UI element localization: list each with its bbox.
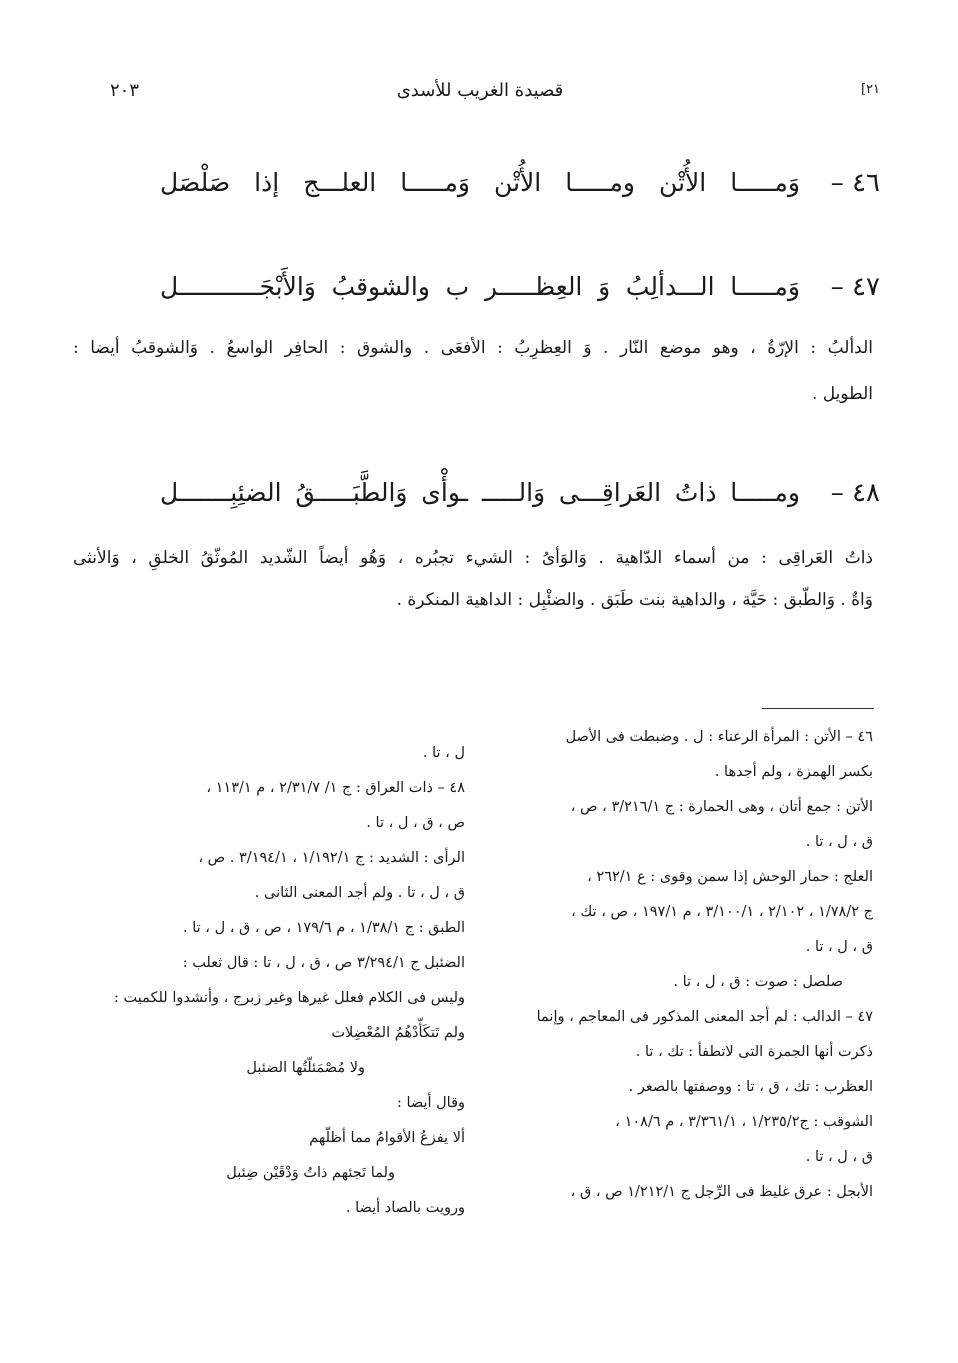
verse-text: وَمـــــا الـــدألِبُ وَ العِظـــــر ب والشوقبُ وَالأَبْجَـــــــــــل	[160, 272, 800, 301]
footnote-line: ٤٧ – الدالب : لم أجد المعنى المذكور فى المعاجم ، وإنما	[536, 1009, 873, 1025]
verse-46	[80, 168, 880, 208]
commentary-line: الطويل .	[811, 384, 873, 404]
page-number: ٢٠٣	[110, 80, 140, 101]
footnote-line: ق ، ل ، تا .	[805, 939, 873, 955]
footnote-line: وليس فى الكلام فعلل غيرها وغير زبرج ، وأنشدوا للكميت :	[114, 990, 465, 1006]
footnote-line: ق ، ل ، تا . ولم أجد المعنى الثانى .	[254, 885, 465, 901]
poem-line: ولا مُصْمَئلّتُها الضئبل	[246, 1060, 365, 1076]
verse-number: ٤٦ –	[830, 168, 880, 198]
commentary-line: وَاةٌ . وَالطّبق : حَيَّة ، والداهية بنت طَبَق . والضئْبِل : الداهية المنكرة .	[396, 590, 873, 610]
footnote-line: وقال أيضا :	[396, 1095, 465, 1111]
footnote-rule	[762, 708, 874, 709]
verse-text: وَمـــــا الأُتْن ومـــــا الأُتْن وَمـــــا العلـــج إذا صَلْصَل	[160, 168, 800, 197]
running-header	[80, 80, 880, 110]
footnote-line: العظرب : تك ، ق ، تا : ووصفتها بالصغر .	[628, 1079, 873, 1095]
commentary-47	[73, 330, 873, 412]
footnote-line: ورويت بالصاد أيضا .	[345, 1200, 465, 1216]
poem-line: ولما تَجئهم ذاتُ وَدْقَيْن ضِئبل	[226, 1165, 395, 1181]
footnote-line: ذكرت أنها الجمرة التى لاتطفأ : تك ، تا .	[635, 1044, 873, 1060]
commentary-line: الدألبُ : الإرّةُ ، وهو موضع النّار . وَ العِظرِبُ : الأفعَى . والشوق : الحافِر الواسعُ . وَالشوقبُ أيضا :	[73, 338, 873, 358]
footnote-line: الضئبل ج ٣/٢٩٤/١ ص ، ق ، ل ، تا : قال ثعلب :	[182, 955, 465, 971]
footnote-line: العلج : حمار الوحش إذا سمن وقوى : ع ٢٦٢/١ ،	[587, 869, 873, 885]
footnote-line: الرأى : الشديد : ج ١/١٩٢/١ ، ٣/١٩٤/١ . ص ،	[198, 850, 465, 866]
footnote-line: ق ، ل ، تا .	[805, 834, 873, 850]
footnote-line: الأتن : جمع أتان ، وهى الحمارة : ج ٣/٢١٦/١ ، ص ،	[570, 799, 873, 815]
footnote-line: ص ، ق ، ل ، تا .	[366, 815, 465, 831]
footnote-line: الشوقب : ج١/٢٣٥/٢ ، ٣/٣٦١/١ ، م ١٠٨/٦ ،	[615, 1114, 873, 1130]
footnote-line: بكسر الهمزة ، ولم أجدها .	[714, 764, 873, 780]
footnotes-left-column	[85, 736, 465, 1226]
commentary-48	[73, 540, 873, 618]
verse-48	[80, 478, 880, 518]
footnote-line: ٤٨ – ذات العراق : ج ١/ ٢/٣١/٧ ، م ١١٣/١ ،	[206, 780, 465, 796]
footnote-line: ج ١/٧٨/٢ ، ٢/١٠٢ ، ٣/١٠٠/١ ، م ١٩٧/١ ، ص ، تك ،	[571, 904, 873, 920]
commentary-line: ذاتُ العَراقِى : من أسماء الدّاهية . وَالوَأىُ : الشيء تجبُره ، وَهُو أيضاً الشّديد المُوثّقُ الخلقِ ، وَالأنثى	[73, 548, 873, 568]
poem-line: ألا يفزعُ الأقوامُ مما أظلّهم	[309, 1130, 465, 1146]
footnote-line: ل ، تا .	[422, 745, 465, 761]
footnotes-right-column	[493, 720, 873, 1210]
footnote-line: صلصل : صوت : ق ، ل ، تا .	[673, 974, 843, 990]
footnote-line: ٤٦ – الأتن : المرأة الرعناء : ل . وضبطت فى الأصل	[565, 729, 873, 745]
footnote-line: الأبجل : عرق غليظ فى الرِّجل ج ١/٢١٢/١ ص ، ق ،	[570, 1184, 873, 1200]
footnote-line: الطبق : ج ١/٣٨/١ ، م ١٧٩/٦ ، ص ، ق ، ل ، تا .	[183, 920, 465, 936]
footnote-line: ق ، ل ، تا .	[805, 1149, 873, 1165]
running-title: قصيدة الغريب للأسدى	[396, 80, 564, 101]
poem-line: ولم تَتكَأّدْهُمُ المُعْضِلات	[331, 1025, 465, 1041]
verse-number: ٤٨ –	[830, 478, 880, 508]
verse-text: ومـــــا ذاتُ العَراقِـــى وَالـــــ ـوأْى وَالطَّبَـــــقُ الضئِبِـــــــل	[160, 478, 800, 507]
verse-number: ٤٧ –	[830, 272, 880, 302]
reference-marker: [٢١	[860, 82, 880, 97]
verse-47	[80, 272, 880, 312]
